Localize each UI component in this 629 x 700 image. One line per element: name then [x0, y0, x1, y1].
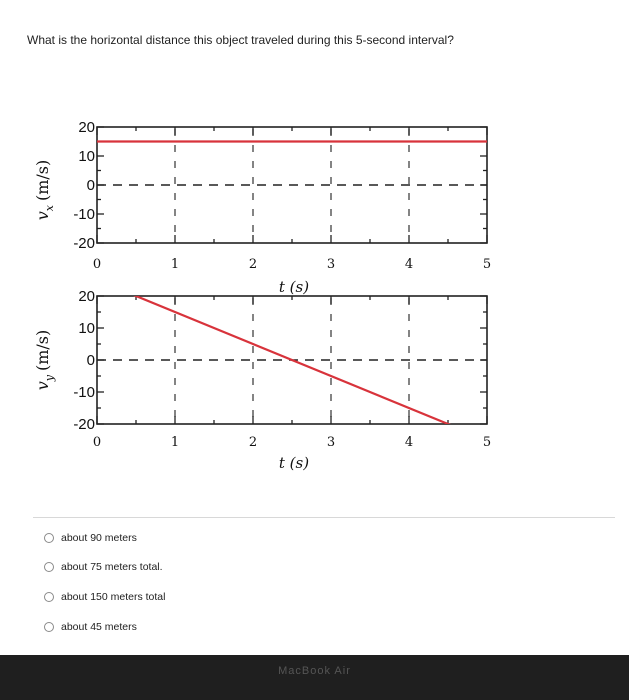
x-axis-label: t (s): [278, 278, 310, 296]
y-tick-label: -20: [73, 416, 95, 433]
option-2[interactable]: [44, 561, 163, 573]
x-axis-label: t (s): [278, 454, 310, 472]
radio-button-icon[interactable]: [44, 562, 54, 572]
y-tick-label: 20: [78, 288, 95, 305]
option-label: about 45 meters: [61, 621, 137, 633]
x-tick-label: 1: [170, 435, 180, 450]
bezel-label: MacBook Air: [278, 665, 351, 677]
y-tick-label: -20: [73, 235, 95, 252]
option-label: about 150 meters total: [61, 591, 166, 603]
chart-vy: [33, 280, 491, 472]
y-tick-label: -10: [73, 206, 95, 223]
y-axis-label: [33, 160, 56, 221]
option-1[interactable]: [44, 532, 137, 544]
radio-button-icon[interactable]: [44, 533, 54, 543]
option-4[interactable]: [44, 621, 137, 633]
y-axis-label-unit: (m/s): [33, 159, 52, 201]
series-line-v_y: [97, 280, 487, 440]
chart-vx: [33, 119, 491, 296]
x-tick-label: 5: [482, 257, 492, 272]
y-axis-label-var: v: [33, 211, 52, 221]
radio-button-icon[interactable]: [44, 622, 54, 632]
options-divider: [33, 517, 615, 518]
x-tick-label: 3: [326, 435, 336, 450]
question-text: What is the horizontal distance this object traveled during this 5-second interval?: [27, 33, 454, 47]
option-label: about 90 meters: [61, 532, 137, 544]
y-tick-label: -10: [73, 384, 95, 401]
x-tick-label: 1: [170, 257, 180, 272]
option-3[interactable]: [44, 591, 165, 603]
y-tick-label: 0: [86, 352, 95, 369]
y-tick-label: 20: [78, 119, 95, 136]
laptop-bezel: [0, 655, 629, 700]
x-tick-label: 5: [482, 435, 492, 450]
y-axis-label-var: v: [33, 381, 52, 391]
y-axis-label-subscript: x: [43, 205, 56, 212]
y-tick-label: 10: [78, 148, 95, 165]
x-tick-label: 0: [92, 435, 102, 450]
y-tick-label: 0: [86, 177, 95, 194]
option-label: about 75 meters total.: [61, 561, 163, 573]
x-tick-label: 4: [404, 435, 414, 450]
x-tick-label: 2: [248, 435, 258, 450]
x-tick-label: 2: [248, 257, 258, 272]
radio-button-icon[interactable]: [44, 592, 54, 602]
y-axis-label-unit: (m/s): [33, 329, 52, 371]
y-tick-label: 10: [78, 320, 95, 337]
y-axis-label: [33, 330, 56, 391]
x-tick-label: 0: [92, 257, 102, 272]
y-axis-label-subscript: y: [43, 375, 56, 382]
x-tick-label: 3: [326, 257, 336, 272]
x-tick-label: 4: [404, 257, 414, 272]
